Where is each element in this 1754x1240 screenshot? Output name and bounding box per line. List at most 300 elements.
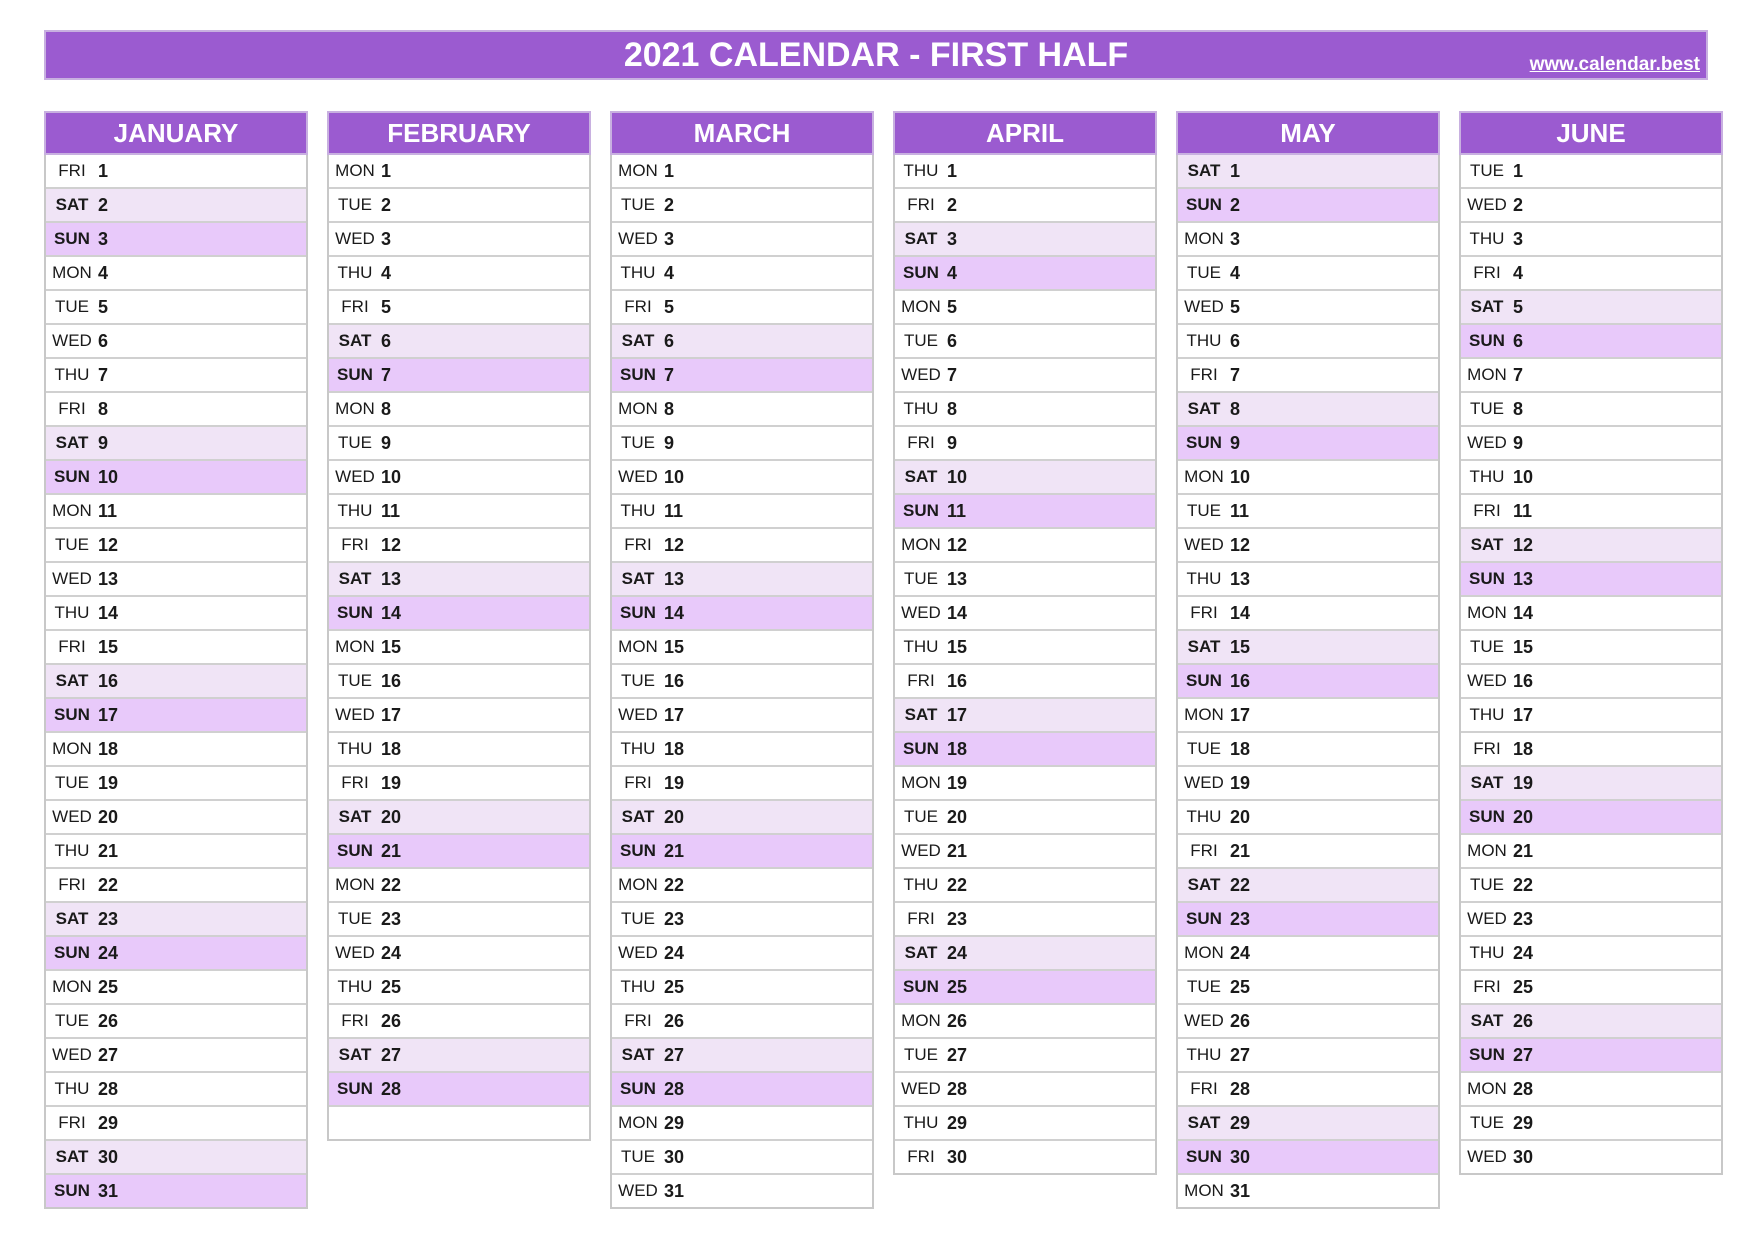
- day-row: [46, 155, 306, 187]
- weekday-label: SUN: [54, 467, 90, 486]
- weekday-label: FRI: [58, 399, 86, 418]
- day-row: [46, 765, 306, 799]
- day-row: [1178, 357, 1438, 391]
- day-number: 28: [381, 1078, 402, 1099]
- day-number: 16: [664, 670, 685, 691]
- weekday-label: THU: [903, 161, 939, 180]
- weekday-label: TUE: [621, 909, 655, 928]
- day-row: [1178, 595, 1438, 629]
- day-row: [1461, 697, 1721, 731]
- day-row: [329, 799, 589, 833]
- weekday-label: SUN: [620, 841, 656, 860]
- weekday-label: FRI: [58, 637, 86, 656]
- day-number: 27: [1230, 1044, 1251, 1065]
- weekday-label: FRI: [58, 1113, 86, 1132]
- day-row: [1461, 969, 1721, 1003]
- day-number: 23: [1230, 908, 1251, 929]
- day-row: [612, 901, 872, 935]
- weekday-label: SAT: [55, 433, 89, 452]
- day-number: 27: [947, 1044, 968, 1065]
- weekday-label: SAT: [904, 467, 938, 486]
- weekday-label: SUN: [1469, 1045, 1505, 1064]
- day-number: 9: [381, 432, 392, 453]
- weekday-label: SAT: [904, 943, 938, 962]
- weekday-label: MON: [1184, 705, 1224, 724]
- weekday-label: WED: [1184, 1011, 1224, 1030]
- day-row: [329, 969, 589, 1003]
- day-number: 22: [381, 874, 402, 895]
- weekday-label: THU: [337, 977, 373, 996]
- weekday-label: SUN: [337, 365, 373, 384]
- day-number: 6: [947, 330, 958, 351]
- weekday-label: MON: [1184, 1181, 1224, 1200]
- weekday-label: MON: [335, 399, 375, 418]
- day-list: [44, 155, 308, 1209]
- day-row: [895, 1105, 1155, 1139]
- day-number: 5: [1513, 296, 1524, 317]
- day-number: 14: [381, 602, 402, 623]
- day-row: [612, 391, 872, 425]
- weekday-label: FRI: [341, 1011, 369, 1030]
- day-row: [46, 255, 306, 289]
- day-row: [46, 1071, 306, 1105]
- weekday-label: THU: [54, 365, 90, 384]
- day-row: [1461, 187, 1721, 221]
- day-row: [1461, 561, 1721, 595]
- day-number: 21: [1230, 840, 1251, 861]
- day-row: [1178, 187, 1438, 221]
- weekday-label: MON: [52, 263, 92, 282]
- weekday-label: WED: [335, 705, 375, 724]
- day-row: [895, 935, 1155, 969]
- weekday-label: FRI: [624, 1011, 652, 1030]
- day-number: 7: [1230, 364, 1241, 385]
- day-row: [1178, 901, 1438, 935]
- weekday-label: FRI: [624, 297, 652, 316]
- day-number: 12: [381, 534, 402, 555]
- weekday-label: MON: [52, 739, 92, 758]
- day-number: 14: [947, 602, 968, 623]
- weekday-label: MON: [52, 977, 92, 996]
- day-number: 7: [664, 364, 675, 385]
- blank-row: [329, 1105, 589, 1139]
- day-number: 19: [1513, 772, 1534, 793]
- day-row: [612, 969, 872, 1003]
- weekday-label: TUE: [621, 195, 655, 214]
- weekday-label: WED: [52, 1045, 92, 1064]
- day-number: 10: [664, 466, 685, 487]
- month-column-march: [610, 111, 874, 1209]
- day-row: [1461, 1071, 1721, 1105]
- page-title: 2021 CALENDAR - FIRST HALF: [623, 36, 1129, 74]
- day-number: 18: [1230, 738, 1251, 759]
- day-number: 11: [98, 500, 118, 521]
- day-number: 21: [98, 840, 119, 861]
- day-number: 19: [98, 772, 119, 793]
- day-number: 7: [98, 364, 109, 385]
- day-row: [612, 1105, 872, 1139]
- day-row: [329, 289, 589, 323]
- day-number: 22: [947, 874, 968, 895]
- weekday-label: SAT: [1470, 297, 1504, 316]
- day-row: [612, 493, 872, 527]
- day-row: [895, 323, 1155, 357]
- day-number: 22: [664, 874, 685, 895]
- day-row: [612, 1173, 872, 1207]
- day-number: 3: [1513, 228, 1524, 249]
- weekday-label: WED: [1467, 433, 1507, 452]
- weekday-label: WED: [1467, 671, 1507, 690]
- day-number: 15: [664, 636, 685, 657]
- day-number: 1: [664, 160, 675, 181]
- day-row: [1461, 765, 1721, 799]
- weekday-label: FRI: [341, 297, 369, 316]
- day-row: [895, 561, 1155, 595]
- day-number: 6: [381, 330, 392, 351]
- day-number: 9: [947, 432, 958, 453]
- day-number: 24: [664, 942, 685, 963]
- day-row: [1178, 425, 1438, 459]
- day-number: 13: [664, 568, 685, 589]
- day-number: 11: [664, 500, 684, 521]
- day-row: [46, 493, 306, 527]
- day-row: [895, 187, 1155, 221]
- day-row: [895, 1037, 1155, 1071]
- weekday-label: SAT: [1187, 161, 1221, 180]
- weekday-label: TUE: [338, 909, 372, 928]
- weekday-label: FRI: [1190, 603, 1218, 622]
- day-number: 22: [1230, 874, 1251, 895]
- weekday-label: SUN: [54, 943, 90, 962]
- weekday-label: THU: [620, 977, 656, 996]
- day-number: 30: [1230, 1146, 1251, 1167]
- month-header: FEBRUARY: [327, 111, 591, 155]
- weekday-label: MON: [618, 1113, 658, 1132]
- day-row: [1461, 1003, 1721, 1037]
- day-row: [895, 765, 1155, 799]
- day-number: 5: [947, 296, 958, 317]
- weekday-label: TUE: [1470, 637, 1504, 656]
- day-number: 19: [381, 772, 402, 793]
- day-number: 20: [1230, 806, 1251, 827]
- weekday-label: FRI: [1190, 365, 1218, 384]
- day-row: [1178, 221, 1438, 255]
- day-number: 30: [664, 1146, 685, 1167]
- day-number: 9: [1230, 432, 1241, 453]
- day-number: 28: [947, 1078, 968, 1099]
- weekday-label: MON: [1184, 467, 1224, 486]
- day-row: [612, 1037, 872, 1071]
- day-number: 1: [1230, 160, 1241, 181]
- day-row: [46, 799, 306, 833]
- day-number: 4: [664, 262, 675, 283]
- weekday-label: FRI: [907, 1147, 935, 1166]
- day-number: 6: [1513, 330, 1524, 351]
- day-number: 9: [98, 432, 109, 453]
- day-row: [329, 221, 589, 255]
- day-number: 25: [947, 976, 968, 997]
- day-row: [612, 155, 872, 187]
- day-number: 23: [98, 908, 119, 929]
- weekday-label: SUN: [1469, 569, 1505, 588]
- day-number: 2: [98, 194, 109, 215]
- day-number: 13: [381, 568, 402, 589]
- day-row: [329, 527, 589, 561]
- day-number: 11: [1230, 500, 1250, 521]
- day-number: 29: [1230, 1112, 1251, 1133]
- day-row: [612, 527, 872, 561]
- weekday-label: FRI: [907, 671, 935, 690]
- day-number: 29: [664, 1112, 685, 1133]
- day-row: [1178, 527, 1438, 561]
- day-number: 25: [1230, 976, 1251, 997]
- day-number: 1: [98, 160, 109, 181]
- day-row: [895, 391, 1155, 425]
- weekday-label: TUE: [55, 1011, 89, 1030]
- day-row: [895, 357, 1155, 391]
- day-row: [612, 1139, 872, 1173]
- month-column-april: [893, 111, 1157, 1175]
- weekday-label: FRI: [341, 773, 369, 792]
- day-row: [895, 255, 1155, 289]
- weekday-label: THU: [1469, 229, 1505, 248]
- day-number: 27: [664, 1044, 685, 1065]
- day-number: 19: [1230, 772, 1251, 793]
- day-row: [1178, 289, 1438, 323]
- day-number: 31: [98, 1180, 119, 1201]
- weekday-label: WED: [901, 603, 941, 622]
- day-number: 7: [1513, 364, 1524, 385]
- day-row: [895, 221, 1155, 255]
- day-row: [329, 935, 589, 969]
- day-row: [1461, 1105, 1721, 1139]
- day-row: [1461, 391, 1721, 425]
- day-number: 26: [1513, 1010, 1534, 1031]
- day-row: [46, 595, 306, 629]
- day-row: [1461, 901, 1721, 935]
- day-number: 13: [1513, 568, 1534, 589]
- month-column-may: [1176, 111, 1440, 1209]
- weekday-label: WED: [1467, 1147, 1507, 1166]
- day-row: [612, 187, 872, 221]
- weekday-label: MON: [901, 1011, 941, 1030]
- day-number: 7: [381, 364, 392, 385]
- weekday-label: SAT: [338, 569, 372, 588]
- weekday-label: SUN: [1186, 195, 1222, 214]
- weekday-label: THU: [54, 603, 90, 622]
- day-list: [610, 155, 874, 1209]
- day-row: [46, 833, 306, 867]
- weekday-label: TUE: [904, 569, 938, 588]
- weekday-label: THU: [903, 637, 939, 656]
- day-number: 26: [98, 1010, 119, 1031]
- day-number: 18: [98, 738, 119, 759]
- day-row: [329, 731, 589, 765]
- weekday-label: WED: [618, 229, 658, 248]
- day-row: [612, 765, 872, 799]
- day-row: [46, 187, 306, 221]
- weekday-label: SUN: [903, 263, 939, 282]
- weekday-label: TUE: [1470, 399, 1504, 418]
- day-number: 13: [98, 568, 119, 589]
- day-row: [329, 187, 589, 221]
- day-row: [1178, 391, 1438, 425]
- weekday-label: WED: [1467, 909, 1507, 928]
- weekday-label: FRI: [624, 773, 652, 792]
- weekday-label: MON: [618, 161, 658, 180]
- day-number: 27: [1513, 1044, 1534, 1065]
- day-row: [895, 731, 1155, 765]
- day-number: 18: [1513, 738, 1534, 759]
- day-number: 24: [98, 942, 119, 963]
- weekday-label: WED: [901, 1079, 941, 1098]
- month-header: JANUARY: [44, 111, 308, 155]
- day-number: 17: [664, 704, 685, 725]
- day-number: 24: [1230, 942, 1251, 963]
- weekday-label: SUN: [620, 365, 656, 384]
- day-row: [46, 697, 306, 731]
- weekday-label: MON: [1467, 603, 1507, 622]
- day-row: [1178, 323, 1438, 357]
- weekday-label: WED: [335, 467, 375, 486]
- weekday-label: SUN: [1186, 1147, 1222, 1166]
- weekday-label: MON: [1467, 365, 1507, 384]
- day-row: [895, 425, 1155, 459]
- day-row: [1461, 425, 1721, 459]
- day-number: 21: [381, 840, 402, 861]
- weekday-label: SAT: [1470, 535, 1504, 554]
- day-number: 10: [1230, 466, 1251, 487]
- day-number: 28: [664, 1078, 685, 1099]
- day-number: 21: [1513, 840, 1534, 861]
- day-row: [46, 1003, 306, 1037]
- day-row: [329, 255, 589, 289]
- weekday-label: MON: [618, 399, 658, 418]
- day-row: [1178, 799, 1438, 833]
- weekday-label: TUE: [55, 535, 89, 554]
- day-row: [329, 425, 589, 459]
- day-row: [46, 323, 306, 357]
- weekday-label: TUE: [904, 1045, 938, 1064]
- day-row: [329, 493, 589, 527]
- day-number: 11: [947, 500, 967, 521]
- day-row: [1461, 357, 1721, 391]
- day-number: 11: [381, 500, 401, 521]
- weekday-label: WED: [52, 331, 92, 350]
- weekday-label: MON: [618, 637, 658, 656]
- weekday-label: WED: [52, 807, 92, 826]
- day-number: 24: [381, 942, 402, 963]
- day-row: [329, 765, 589, 799]
- weekday-label: MON: [1467, 841, 1507, 860]
- day-number: 25: [98, 976, 119, 997]
- day-number: 4: [98, 262, 109, 283]
- day-number: 2: [947, 194, 958, 215]
- weekday-label: TUE: [1187, 501, 1221, 520]
- day-number: 23: [1513, 908, 1534, 929]
- weekday-label: TUE: [1187, 977, 1221, 996]
- day-row: [329, 357, 589, 391]
- day-row: [895, 527, 1155, 561]
- day-number: 6: [98, 330, 109, 351]
- weekday-label: THU: [337, 501, 373, 520]
- day-number: 12: [947, 534, 968, 555]
- weekday-label: SAT: [55, 671, 89, 690]
- month-column-february: [327, 111, 591, 1141]
- day-row: [895, 663, 1155, 697]
- day-number: 15: [947, 636, 968, 657]
- weekday-label: WED: [1184, 297, 1224, 316]
- weekday-label: THU: [903, 399, 939, 418]
- weekday-label: THU: [337, 263, 373, 282]
- day-number: 13: [1230, 568, 1251, 589]
- weekday-label: THU: [1186, 807, 1222, 826]
- day-number: 10: [98, 466, 119, 487]
- day-number: 14: [1230, 602, 1251, 623]
- day-number: 29: [947, 1112, 968, 1133]
- day-row: [1461, 629, 1721, 663]
- day-number: 14: [1513, 602, 1534, 623]
- weekday-label: FRI: [907, 433, 935, 452]
- day-number: 16: [381, 670, 402, 691]
- day-row: [329, 833, 589, 867]
- weekday-label: WED: [1467, 195, 1507, 214]
- day-number: 5: [1230, 296, 1241, 317]
- day-row: [1178, 1037, 1438, 1071]
- weekday-label: MON: [335, 637, 375, 656]
- weekday-label: MON: [1184, 229, 1224, 248]
- day-row: [1178, 1003, 1438, 1037]
- weekday-label: SUN: [337, 603, 373, 622]
- weekday-label: TUE: [1187, 739, 1221, 758]
- day-row: [1461, 459, 1721, 493]
- weekday-label: THU: [620, 263, 656, 282]
- day-row: [46, 425, 306, 459]
- day-list: [893, 155, 1157, 1175]
- weekday-label: THU: [1186, 569, 1222, 588]
- day-row: [612, 799, 872, 833]
- day-row: [46, 1173, 306, 1207]
- day-number: 27: [381, 1044, 402, 1065]
- day-number: 10: [381, 466, 402, 487]
- weekday-label: TUE: [55, 297, 89, 316]
- day-row: [46, 289, 306, 323]
- day-number: 1: [1513, 160, 1524, 181]
- weekday-label: TUE: [904, 331, 938, 350]
- day-number: 5: [664, 296, 675, 317]
- day-row: [895, 697, 1155, 731]
- day-number: 16: [98, 670, 119, 691]
- day-number: 8: [1513, 398, 1524, 419]
- day-number: 18: [664, 738, 685, 759]
- weekday-label: FRI: [1473, 501, 1501, 520]
- day-number: 28: [1230, 1078, 1251, 1099]
- day-number: 2: [664, 194, 675, 215]
- day-number: 3: [381, 228, 392, 249]
- weekday-label: FRI: [1190, 1079, 1218, 1098]
- day-row: [1178, 1105, 1438, 1139]
- site-link[interactable]: www.calendar.best: [1529, 54, 1700, 75]
- weekday-label: WED: [52, 569, 92, 588]
- weekday-label: TUE: [1187, 263, 1221, 282]
- weekday-label: SAT: [338, 807, 372, 826]
- day-row: [1178, 1139, 1438, 1173]
- day-row: [895, 595, 1155, 629]
- day-row: [329, 867, 589, 901]
- day-row: [1461, 289, 1721, 323]
- day-row: [1461, 663, 1721, 697]
- weekday-label: MON: [335, 161, 375, 180]
